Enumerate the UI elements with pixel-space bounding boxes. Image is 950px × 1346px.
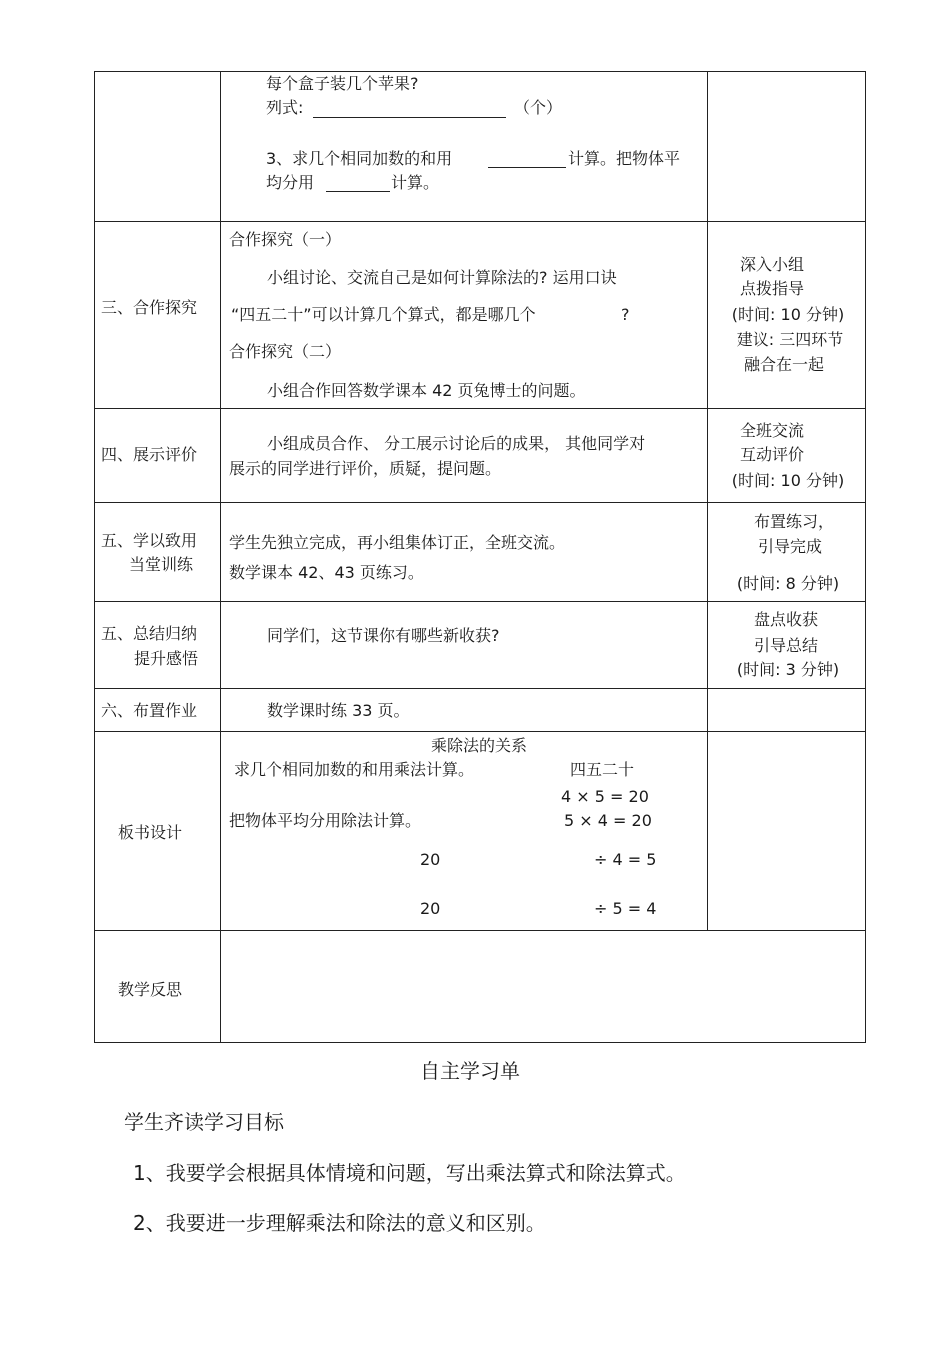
teacher-note: (时间: 10 分钟) <box>731 305 845 324</box>
unit-label: （个） <box>514 98 563 117</box>
table-row-divider <box>94 731 866 732</box>
question-apples: 每个盒子装几个苹果? <box>266 74 419 93</box>
table-row-divider <box>94 408 866 409</box>
board-title: 乘除法的关系 <box>430 736 528 755</box>
row-label: 教学反思 <box>118 980 183 999</box>
table-border <box>865 71 866 1043</box>
board-rhyme: 四五二十 <box>570 760 635 779</box>
teacher-note: 盘点收获 <box>753 610 819 629</box>
teacher-note: 互动评价 <box>739 445 805 464</box>
teacher-note: (时间: 10 分钟) <box>731 471 845 490</box>
table-border <box>94 1042 866 1043</box>
board-equation: 5 × 4 = 20 <box>564 811 652 830</box>
teacher-note: 点拨指导 <box>739 279 805 298</box>
table-row-divider <box>94 502 866 503</box>
subheading: 合作探究（一） <box>229 230 342 249</box>
answer-blank <box>326 191 390 192</box>
board-text: 求几个相同加数的和用乘法计算。 <box>234 760 475 779</box>
row-label: 三、合作探究 <box>101 298 198 317</box>
table-border <box>94 71 95 1043</box>
board-text: 把物体平均分用除法计算。 <box>229 811 422 830</box>
table-row-divider <box>94 601 866 602</box>
row-label: 提升感悟 <box>134 649 199 668</box>
table-row-divider <box>94 688 866 689</box>
board-equation: 20 <box>420 850 441 869</box>
paragraph: 学生先独立完成，再小组集体订正，全班交流。 <box>229 533 566 552</box>
row-label: 五、学以致用 <box>101 531 198 550</box>
teacher-note: 引导完成 <box>757 537 823 556</box>
paragraph: “四五二十”可以计算几个算式，都是哪几个 <box>231 305 536 324</box>
list-item: 1、我要学会根据具体情境和问题，写出乘法算式和除法算式。 <box>133 1161 686 1185</box>
list-item: 2、我要进一步理解乘法和除法的意义和区别。 <box>133 1211 546 1235</box>
table-row-divider <box>94 221 866 222</box>
formula-label: 列式: <box>266 98 304 117</box>
row-label: 四、展示评价 <box>101 445 198 464</box>
teacher-note: 建议: 三四环节 <box>736 330 844 349</box>
table-col-divider <box>220 71 221 1043</box>
answer-blank <box>313 117 506 118</box>
teacher-note: 布置练习， <box>753 512 835 531</box>
teacher-note: (时间: 3 分钟) <box>736 660 840 679</box>
teacher-note: 全班交流 <box>739 421 805 440</box>
row-label: 当堂训练 <box>129 555 194 574</box>
board-equation: ÷ 4 = 5 <box>594 850 657 869</box>
board-equation: 4 × 5 = 20 <box>561 787 649 806</box>
answer-blank <box>488 167 566 168</box>
section-heading: 学生齐读学习目标 <box>124 1110 284 1134</box>
row-label: 六、布置作业 <box>101 701 198 720</box>
row-label: 板书设计 <box>118 823 183 842</box>
table-row-divider <box>94 930 866 931</box>
table-col-divider <box>707 71 708 931</box>
paragraph: 展示的同学进行评价，质疑，提问题。 <box>229 459 502 478</box>
fill-in-text: 3、求几个相同加数的和用 <box>266 149 453 168</box>
board-equation: ÷ 5 = 4 <box>594 899 657 918</box>
board-equation: 20 <box>420 899 441 918</box>
teacher-note: (时间: 8 分钟) <box>736 574 840 593</box>
fill-in-text: 均分用 <box>266 173 315 192</box>
paragraph: ? <box>621 305 630 324</box>
paragraph: 小组成员合作、 分工展示讨论后的成果， 其他同学对 <box>267 434 646 453</box>
teacher-note: 引导总结 <box>753 636 819 655</box>
subheading: 合作探究（二） <box>229 342 342 361</box>
paragraph: 数学课时练 33 页。 <box>267 701 410 720</box>
paragraph: 小组合作回答数学课本 42 页兔博士的问题。 <box>267 381 586 400</box>
teacher-note: 融合在一起 <box>743 355 825 374</box>
paragraph: 小组讨论、交流自己是如何计算除法的? 运用口诀 <box>267 268 617 287</box>
row-label: 五、总结归纳 <box>101 624 198 643</box>
paragraph: 同学们，这节课你有哪些新收获? <box>267 626 500 645</box>
page-title: 自主学习单 <box>420 1059 520 1083</box>
fill-in-text: 计算。把物体平 <box>568 149 681 168</box>
fill-in-text: 计算。 <box>391 173 440 192</box>
table-border <box>94 71 866 72</box>
paragraph: 数学课本 42、43 页练习。 <box>229 563 424 582</box>
teacher-note: 深入小组 <box>739 255 805 274</box>
